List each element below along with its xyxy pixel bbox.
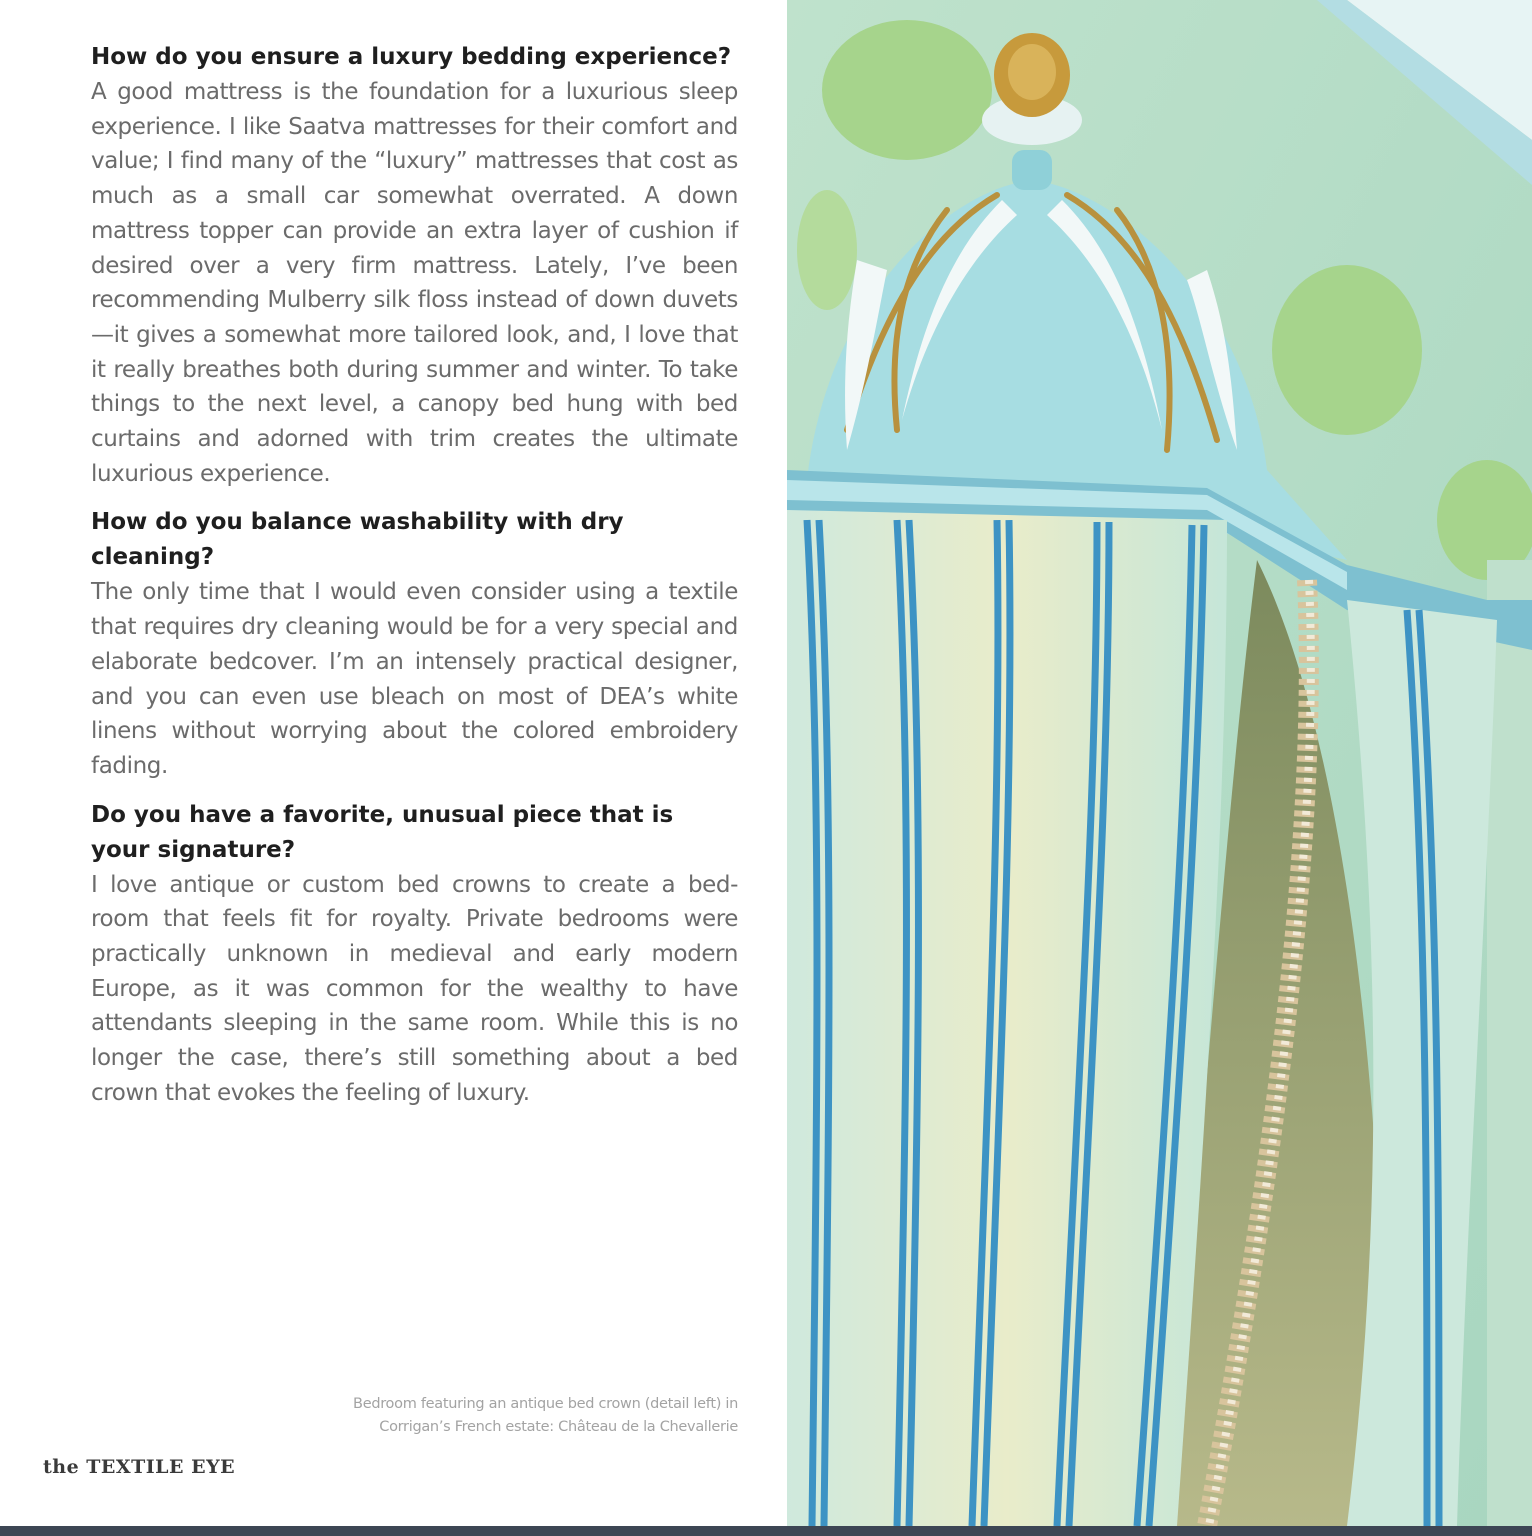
answer-paragraph: The only time that I would even consider using a textile that requires dry cleaning would be for a very special and elaborate bedcover. I’m an intensely practical designer, and you can even use bleach on most of DEA’s white linens without worrying about the colored embroidery fading. (91, 579, 738, 779)
caption-line: Corrigan’s French estate: Château de la Chevallerie (379, 1419, 738, 1435)
caption-line: Bedroom featuring an antique bed crown (detail left) in (353, 1396, 738, 1412)
answer-paragraph: A good mattress is the foundation for a luxurious sleep experience. I like Saatva mattresses for their comfort and value; I find many of the “luxury” mattresses that cost as much as a small car somewhat overrated. A down mattress topper can provide an extra layer of cushion if desired over a very firm mattress. Lately, I’ve been recommending Mulberry silk floss instead of down duvets—it gives a somewhat more tailored look, and, I love that it really breathes both during summer and winter. To take things to the next level, a canopy bed hung with bed curtains and adorned with trim creates the ultimate luxurious experience. (91, 79, 738, 487)
photo-caption (238, 1393, 738, 1439)
magazine-logo: the TEXTILE EYE (43, 1456, 236, 1478)
window-bottom-bar (0, 1526, 1532, 1536)
question-heading: How do you ensure a luxury bedding experience? (91, 44, 732, 70)
bed-crown-photo (787, 0, 1532, 1526)
question-heading: Do you have a favorite, unusual piece that is your signature? (91, 801, 674, 863)
question-heading: How do you balance washability with dry cleaning? (91, 509, 624, 571)
answer-paragraph: I love antique or custom bed crowns to create a bed-room that feels fit for royalty. Private bedrooms were practically unknown in medieval and early modern Europe, as it was common for the wealthy to have attendants sleeping in the same room. While this is no longer the case, there’s still something about a bed crown that evokes the feeling of luxury. (91, 871, 738, 1106)
article-text (91, 40, 738, 1125)
